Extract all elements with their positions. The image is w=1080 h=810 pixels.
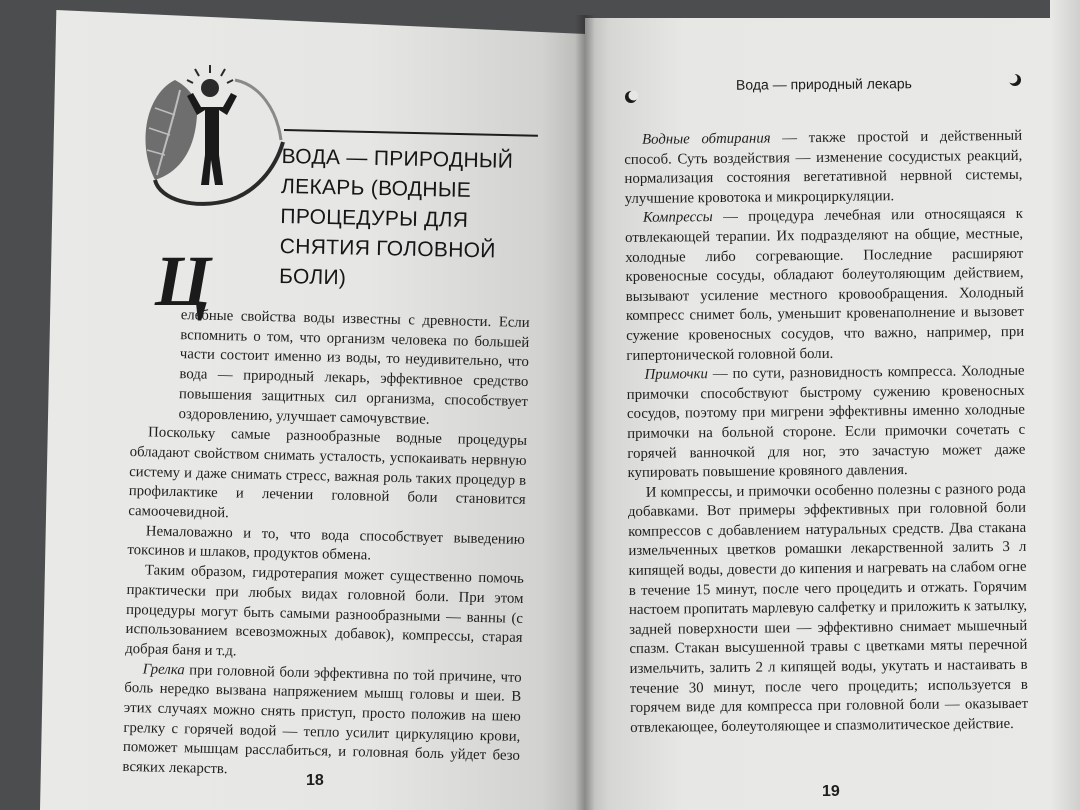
drop-cap: Ц (155, 241, 212, 321)
chapter-title: ВОДА — ПРИРОДНЫЙ ЛЕКАРЬ (ВОДНЫЕ ПРОЦЕДУРЫ ДЛЯ СНЯТИЯ ГОЛОВНОЙ БОЛИ) (278, 144, 514, 290)
crescent-ornament-icon (624, 90, 638, 104)
paragraph: Таким образом, гидротерапия может существенно помочь практически при любых видах головной боли. При этом процедуры могут быть самыми разнообразными — ванны (с использованием всевозможных добавок), компрессы, старая добрая баня и т.д. (125, 562, 525, 660)
term-kompressy: Компрессы (642, 209, 713, 227)
page-number-right: 19 (822, 783, 840, 800)
left-page-text (122, 305, 530, 787)
book-gutter (575, 15, 595, 810)
term-obtiranie: Водные обтирания (642, 130, 771, 148)
paragraph (624, 127, 1023, 210)
paragraph (626, 362, 1025, 484)
term-primochki: Примочки (644, 366, 708, 383)
paragraph: Немаловажно и то, что вода способствует выведению токсинов и шлаков, продуктов обмена. (127, 523, 525, 564)
crescent-ornament-icon (1008, 73, 1022, 87)
term-grelka: Грелка (142, 660, 185, 678)
paragraph (625, 205, 1025, 366)
running-header: Вода — природный лекарь (735, 75, 913, 93)
lead-paragraph-text: елебные свойства воды известны с древности. Если вспомнить о том, что организм человека по большей части состоит именно из воды, то неудивительно, что вода — природный лекарь, эффективное средство повышения защитных сил организма, способствует оздоровлению, улучшает самочувствие. (178, 307, 530, 428)
paragraph: Поскольку самые разнообразные водные процедуры обладают свойством снимать усталость, успокаивать нервную систему и даже снимать стресс, важная роль таких процедур в профилактике и лечении головной боли становится самоочевидной. (128, 424, 528, 522)
kompressy-text: — процедура лечебная или относящаяся к отвлекающей терапии. Их подразделяют на общие, местные, холодные либо согревающие. Последние расширяют кровеносные сосуды, обладают болеутоляющим действием, вызывают усиление местного кровообращения. Холодный компресс снимет боль, уменьшит кровенаполнение и вызовет сужение кровеносных сосудов, что важно, например, при гипертонической головной боли. (625, 206, 1025, 364)
paragraph (130, 305, 530, 432)
right-page-text (624, 127, 1028, 739)
person-sun-leaf-logo-icon (135, 60, 285, 210)
page-number-left: 18 (306, 772, 324, 789)
grelka-text: при головной боли эффективна по той причине, что боль нередко вызвана напряжением мышц головы и шеи. В этих случаях можно снять приступ, просто положив на шею грелку с горячей водой — тепло усилит циркуляцию крови, поможет мышцам расслабиться, и головная боль уйдет безо всяких лекарств. (122, 661, 522, 778)
obtiranie-text: — также простой и действенный способ. Суть воздействия — изменение сосудистых реакций, нормализация состояния вегетативной нервной системы, улучшение кровотока и микроциркуляции. (624, 127, 1023, 207)
primochki-text: — по сути, разновидность компресса. Холодные примочки способствуют быстрому сужению кровеносных сосудов, поэтому при мигрени эффективны именно холодные примочки на больной стороне. Если примочки сочетать с горячей ванночкой для ног, это зачастую может даже купировать повышение кровяного давления. (626, 362, 1026, 482)
page-edge (1050, 0, 1080, 810)
paragraph (122, 660, 522, 787)
paragraph: И компрессы, и примочки особенно полезны с разного рода добавками. Вот примеры эффективных при головной боли компрессов с добавлением натуральных средств. Два стакана измельченных цветков ромашки лекарственной залить 3 л кипящей воды, довести до кипения и нагревать на слабом огне в течение 15 минут, после чего процедить и отжать. Горячим настоем пропитать марлевую салфетку и приложить к затылку, задней поверхности шеи — эффективно снимает мышечный спазм. Стакан высушенной травы с цветками мяты перечной измельчить, залить 2 л кипящей воды, укутать и настаивать в течение 30 минут, после чего процедить; используется в горячем виде для компресса при головной боли — оказывает отвлекающее, болеутоляющее и спазмолитическое действие. (627, 480, 1029, 736)
